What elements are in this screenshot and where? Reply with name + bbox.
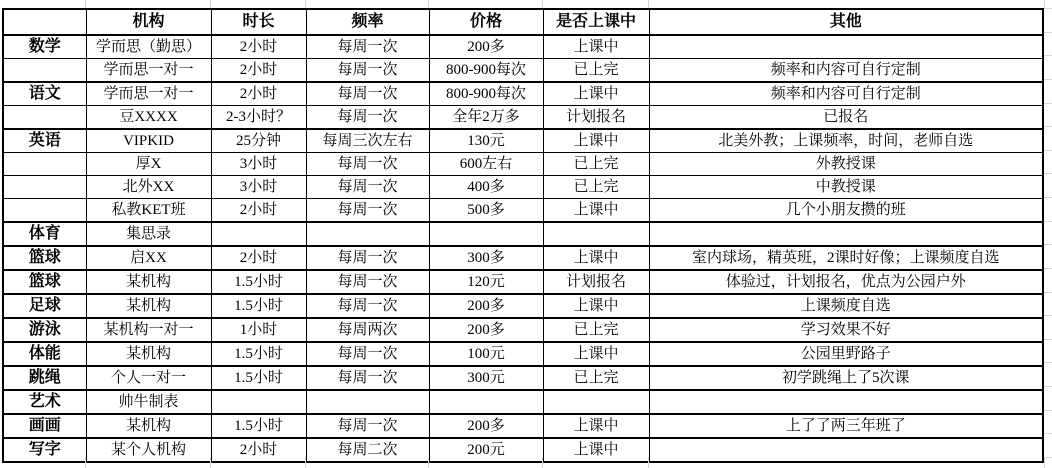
cell-other[interactable]: 学习效果不好 bbox=[649, 318, 1043, 342]
table-body bbox=[3, 35, 1043, 462]
table-row bbox=[3, 318, 1043, 342]
cell-institution[interactable]: 某机构一对一 bbox=[86, 318, 211, 342]
spreadsheet-gridline bbox=[1044, 32, 1052, 33]
cell-status[interactable]: 上课中 bbox=[543, 414, 649, 438]
table-row bbox=[3, 106, 1043, 130]
cell-institution[interactable]: 北外XX bbox=[86, 176, 211, 199]
cell-other[interactable]: 初学跳绳上了5次课 bbox=[649, 366, 1043, 390]
cell-price[interactable]: 200多 bbox=[429, 318, 543, 342]
header-cell-category[interactable] bbox=[3, 9, 86, 35]
header-cell-other[interactable]: 其他 bbox=[649, 9, 1043, 35]
spreadsheet-gridline bbox=[1044, 0, 1045, 8]
cell-category[interactable]: 足球 bbox=[3, 294, 86, 318]
cell-status[interactable]: 计划报名 bbox=[543, 270, 649, 294]
cell-other[interactable]: 频率和内容可自行定制 bbox=[649, 82, 1043, 106]
cell-other[interactable]: 频率和内容可自行定制 bbox=[649, 59, 1043, 83]
table-row bbox=[3, 35, 1043, 59]
cell-other[interactable]: 已报名 bbox=[649, 106, 1043, 130]
cell-institution[interactable]: 某机构 bbox=[86, 294, 211, 318]
spreadsheet-gridline bbox=[305, 457, 306, 468]
cell-status[interactable]: 上课中 bbox=[543, 342, 649, 366]
cell-duration[interactable]: 1.5小时 bbox=[211, 366, 306, 390]
cell-category[interactable] bbox=[3, 59, 86, 83]
cell-other[interactable]: 外教授课 bbox=[649, 153, 1043, 176]
cell-category[interactable]: 跳绳 bbox=[3, 366, 86, 390]
cell-duration[interactable]: 3小时 bbox=[211, 176, 306, 199]
cell-institution[interactable]: 厚X bbox=[86, 153, 211, 176]
table-row bbox=[3, 199, 1043, 223]
cell-price[interactable]: 全年2万多 bbox=[429, 106, 543, 130]
cell-price[interactable]: 130元 bbox=[429, 129, 543, 153]
spreadsheet-gridline bbox=[1044, 457, 1045, 468]
cell-duration[interactable]: 2-3小时？ bbox=[211, 106, 306, 130]
spreadsheet-gridline bbox=[85, 0, 86, 8]
table-row bbox=[3, 59, 1043, 83]
cell-institution[interactable]: 学而思（勤思） bbox=[86, 35, 211, 59]
table-row bbox=[3, 438, 1043, 462]
spreadsheet-gridline bbox=[542, 457, 543, 468]
spreadsheet-gridline bbox=[1044, 457, 1052, 458]
table-row bbox=[3, 176, 1043, 199]
table-row bbox=[3, 222, 1043, 246]
cell-price[interactable]: 200多 bbox=[429, 294, 543, 318]
spreadsheet-gridline bbox=[1044, 150, 1052, 151]
cell-price[interactable]: 500多 bbox=[429, 199, 543, 223]
cell-frequency[interactable]: 每周两次 bbox=[306, 318, 429, 342]
cell-frequency[interactable]: 每周三次左右 bbox=[306, 129, 429, 153]
cell-price[interactable] bbox=[429, 390, 543, 414]
cell-price[interactable]: 300多 bbox=[429, 246, 543, 270]
cell-price[interactable]: 600左右 bbox=[429, 153, 543, 176]
cell-duration[interactable]: 1.5小时 bbox=[211, 414, 306, 438]
spreadsheet-gridline bbox=[210, 457, 211, 468]
spreadsheet-gridline bbox=[1044, 173, 1052, 174]
cell-frequency[interactable]: 每周一次 bbox=[306, 414, 429, 438]
cell-frequency[interactable]: 每周一次 bbox=[306, 270, 429, 294]
cell-frequency[interactable]: 每周一次 bbox=[306, 82, 429, 106]
cell-category[interactable] bbox=[3, 153, 86, 176]
spreadsheet-gridline bbox=[305, 0, 306, 8]
cell-frequency[interactable]: 每周一次 bbox=[306, 342, 429, 366]
cell-institution[interactable]: 个人一对一 bbox=[86, 366, 211, 390]
cell-other[interactable]: 上了了两三年班了 bbox=[649, 414, 1043, 438]
table-header bbox=[3, 9, 1043, 35]
cell-duration[interactable]: 1.5小时 bbox=[211, 294, 306, 318]
cell-price[interactable] bbox=[429, 222, 543, 246]
table-row bbox=[3, 153, 1043, 176]
cell-frequency[interactable]: 每周一次 bbox=[306, 35, 429, 59]
table-row bbox=[3, 294, 1043, 318]
cell-price[interactable]: 200元 bbox=[429, 438, 543, 462]
cell-other[interactable] bbox=[649, 438, 1043, 462]
cell-frequency[interactable] bbox=[306, 390, 429, 414]
cell-category[interactable] bbox=[3, 176, 86, 199]
cell-category[interactable] bbox=[3, 106, 86, 130]
spreadsheet-gridline bbox=[1044, 268, 1052, 269]
cell-institution[interactable]: 某机构 bbox=[86, 414, 211, 438]
cell-category[interactable]: 语文 bbox=[3, 82, 86, 106]
cell-duration[interactable]: 1.5小时 bbox=[211, 270, 306, 294]
cell-frequency[interactable]: 每周一次 bbox=[306, 294, 429, 318]
spreadsheet-gridline bbox=[1044, 433, 1052, 434]
cell-status[interactable]: 上课中 bbox=[543, 82, 649, 106]
cell-other[interactable] bbox=[649, 35, 1043, 59]
cell-frequency[interactable]: 每周一次 bbox=[306, 106, 429, 130]
cell-institution[interactable]: 某机构 bbox=[86, 342, 211, 366]
cell-category[interactable] bbox=[3, 199, 86, 223]
cell-frequency[interactable]: 每周一次 bbox=[306, 199, 429, 223]
cell-institution[interactable]: 帅牛制表 bbox=[86, 390, 211, 414]
header-cell-frequency[interactable]: 频率 bbox=[306, 9, 429, 35]
cell-price[interactable]: 200多 bbox=[429, 35, 543, 59]
cell-category[interactable]: 游泳 bbox=[3, 318, 86, 342]
spreadsheet-gridline bbox=[1044, 362, 1052, 363]
cell-frequency[interactable]: 每周一次 bbox=[306, 366, 429, 390]
spreadsheet-gridline bbox=[1044, 386, 1052, 387]
cell-duration[interactable]: 2小时 bbox=[211, 35, 306, 59]
cell-status[interactable]: 上课中 bbox=[543, 246, 649, 270]
cell-institution[interactable]: VIPKID bbox=[86, 129, 211, 153]
spreadsheet-gridline bbox=[428, 0, 429, 8]
table-row bbox=[3, 270, 1043, 294]
cell-category[interactable]: 体育 bbox=[3, 222, 86, 246]
cell-duration[interactable] bbox=[211, 390, 306, 414]
header-row bbox=[3, 9, 1043, 35]
cell-other[interactable]: 北美外教；上课频率，时间，老师自选 bbox=[649, 129, 1043, 153]
cell-duration[interactable]: 2小时 bbox=[211, 246, 306, 270]
cell-price[interactable]: 100元 bbox=[429, 342, 543, 366]
cell-status[interactable]: 计划报名 bbox=[543, 106, 649, 130]
cell-other[interactable]: 公园里野路子 bbox=[649, 342, 1043, 366]
cell-institution[interactable]: 某个人机构 bbox=[86, 438, 211, 462]
cell-institution[interactable]: 某机构 bbox=[86, 270, 211, 294]
cell-category[interactable]: 画画 bbox=[3, 414, 86, 438]
cell-status[interactable]: 已上完 bbox=[543, 366, 649, 390]
table-row bbox=[3, 129, 1043, 153]
spreadsheet-gridline bbox=[1044, 8, 1052, 9]
table-row bbox=[3, 82, 1043, 106]
cell-other[interactable] bbox=[649, 390, 1043, 414]
cell-duration[interactable]: 1.5小时 bbox=[211, 342, 306, 366]
cell-status[interactable]: 已上完 bbox=[543, 59, 649, 83]
cell-duration[interactable]: 3小时 bbox=[211, 153, 306, 176]
cell-price[interactable]: 120元 bbox=[429, 270, 543, 294]
spreadsheet-gridline bbox=[1044, 126, 1052, 127]
spreadsheet-gridline bbox=[1044, 339, 1052, 340]
spreadsheet-gridline bbox=[1044, 55, 1052, 56]
spreadsheet-gridline bbox=[1044, 197, 1052, 198]
cell-status[interactable]: 已上完 bbox=[543, 153, 649, 176]
cell-frequency[interactable] bbox=[306, 222, 429, 246]
spreadsheet-gridline bbox=[1044, 410, 1052, 411]
cell-category[interactable]: 数学 bbox=[3, 35, 86, 59]
cell-other[interactable]: 室内球场，精英班，2课时好像；上课频度自选 bbox=[649, 246, 1043, 270]
cell-other[interactable]: 中教授课 bbox=[649, 176, 1043, 199]
header-cell-duration[interactable]: 时长 bbox=[211, 9, 306, 35]
spreadsheet-gridline bbox=[1044, 79, 1052, 80]
cell-category[interactable]: 写字 bbox=[3, 438, 86, 462]
spreadsheet-gridline bbox=[542, 0, 543, 8]
cell-duration[interactable]: 2小时 bbox=[211, 438, 306, 462]
spreadsheet-gridline bbox=[428, 457, 429, 468]
cell-institution[interactable]: 集思录 bbox=[86, 222, 211, 246]
cell-status[interactable]: 上课中 bbox=[543, 438, 649, 462]
table-row bbox=[3, 366, 1043, 390]
cell-frequency[interactable]: 每周一次 bbox=[306, 176, 429, 199]
spreadsheet-gridline bbox=[210, 0, 211, 8]
cell-category[interactable]: 体能 bbox=[3, 342, 86, 366]
table-row bbox=[3, 390, 1043, 414]
cell-price[interactable]: 400多 bbox=[429, 176, 543, 199]
cell-frequency[interactable]: 每周二次 bbox=[306, 438, 429, 462]
cell-price[interactable]: 200多 bbox=[429, 414, 543, 438]
cell-status[interactable]: 上课中 bbox=[543, 294, 649, 318]
header-cell-price[interactable]: 价格 bbox=[429, 9, 543, 35]
cell-duration[interactable]: 2小时 bbox=[211, 199, 306, 223]
cell-other[interactable] bbox=[649, 222, 1043, 246]
cell-status[interactable] bbox=[543, 222, 649, 246]
cell-frequency[interactable]: 每周一次 bbox=[306, 246, 429, 270]
cell-frequency[interactable]: 每周一次 bbox=[306, 59, 429, 83]
cell-category[interactable]: 英语 bbox=[3, 129, 86, 153]
cell-price[interactable]: 800-900每次 bbox=[429, 82, 543, 106]
cell-duration[interactable]: 2小时 bbox=[211, 82, 306, 106]
cell-frequency[interactable]: 每周一次 bbox=[306, 153, 429, 176]
cell-other[interactable]: 上课频度自选 bbox=[649, 294, 1043, 318]
cell-duration[interactable]: 25分钟 bbox=[211, 129, 306, 153]
header-cell-status[interactable]: 是否上课中 bbox=[543, 9, 649, 35]
cell-institution[interactable]: 豆XXXX bbox=[86, 106, 211, 130]
table-row bbox=[3, 342, 1043, 366]
header-cell-institution[interactable]: 机构 bbox=[86, 9, 211, 35]
table-row bbox=[3, 246, 1043, 270]
cell-institution[interactable]: 启XX bbox=[86, 246, 211, 270]
class-schedule-table bbox=[2, 8, 1044, 463]
cell-other[interactable]: 体验过，计划报名，优点为公园户外 bbox=[649, 270, 1043, 294]
spreadsheet-gridline bbox=[1044, 315, 1052, 316]
cell-category[interactable]: 篮球 bbox=[3, 246, 86, 270]
cell-institution[interactable]: 私教KET班 bbox=[86, 199, 211, 223]
cell-category[interactable]: 篮球 bbox=[3, 270, 86, 294]
spreadsheet-gridline bbox=[1044, 103, 1052, 104]
cell-other[interactable]: 几个小朋友攒的班 bbox=[649, 199, 1043, 223]
spreadsheet-gridline bbox=[1044, 244, 1052, 245]
table-row bbox=[3, 414, 1043, 438]
spreadsheet-gridline bbox=[648, 457, 649, 468]
spreadsheet-gridline bbox=[1044, 292, 1052, 293]
cell-status[interactable]: 已上完 bbox=[543, 318, 649, 342]
cell-institution[interactable]: 学而思一对一 bbox=[86, 82, 211, 106]
cell-institution[interactable]: 学而思一对一 bbox=[86, 59, 211, 83]
cell-duration[interactable] bbox=[211, 222, 306, 246]
cell-category[interactable]: 艺术 bbox=[3, 390, 86, 414]
cell-status[interactable]: 上课中 bbox=[543, 199, 649, 223]
spreadsheet-gridline bbox=[85, 457, 86, 468]
spreadsheet-gridline bbox=[1044, 221, 1052, 222]
cell-status[interactable]: 已上完 bbox=[543, 176, 649, 199]
cell-status[interactable]: 上课中 bbox=[543, 129, 649, 153]
spreadsheet-gridline bbox=[648, 0, 649, 8]
cell-price[interactable]: 800-900每次 bbox=[429, 59, 543, 83]
cell-duration[interactable]: 2小时 bbox=[211, 59, 306, 83]
cell-status[interactable]: 上课中 bbox=[543, 35, 649, 59]
cell-price[interactable]: 300元 bbox=[429, 366, 543, 390]
cell-status[interactable] bbox=[543, 390, 649, 414]
cell-duration[interactable]: 1小时 bbox=[211, 318, 306, 342]
